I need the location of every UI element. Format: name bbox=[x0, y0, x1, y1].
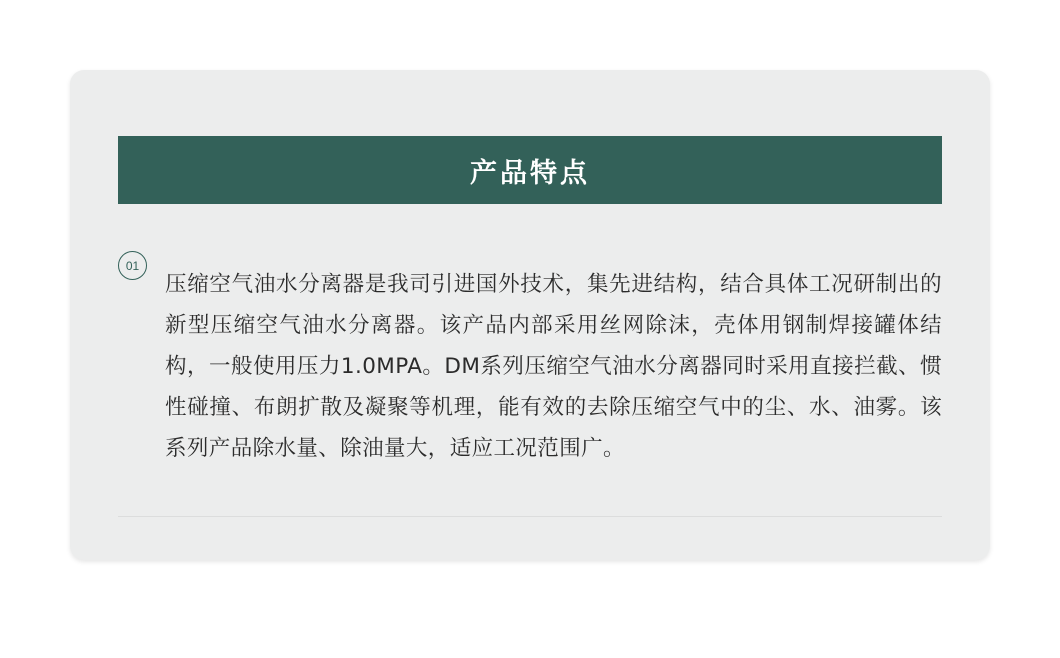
item-description: 压缩空气油水分离器是我司引进国外技术，集先进结构，结合具体工况研制出的新型压缩空气油水分离器。该产品内部采用丝网除沫，壳体用钢制焊接罐体结构，一般使用压力1.0MPA。DM系列压缩空气油水分离器同时采用直接拦截、惯性碰撞、布朗扩散及凝聚等机理，能有效的去除压缩空气中的尘、水、油雾。该系列产品除水量、除油量大，适应工况范围广。 bbox=[165, 271, 942, 461]
card-header bbox=[118, 136, 942, 204]
page-title: 产品特点 bbox=[470, 157, 590, 188]
product-features-card bbox=[70, 70, 990, 560]
list-item bbox=[118, 242, 942, 517]
item-number-badge: 01 bbox=[118, 251, 147, 280]
card-content bbox=[118, 242, 942, 517]
